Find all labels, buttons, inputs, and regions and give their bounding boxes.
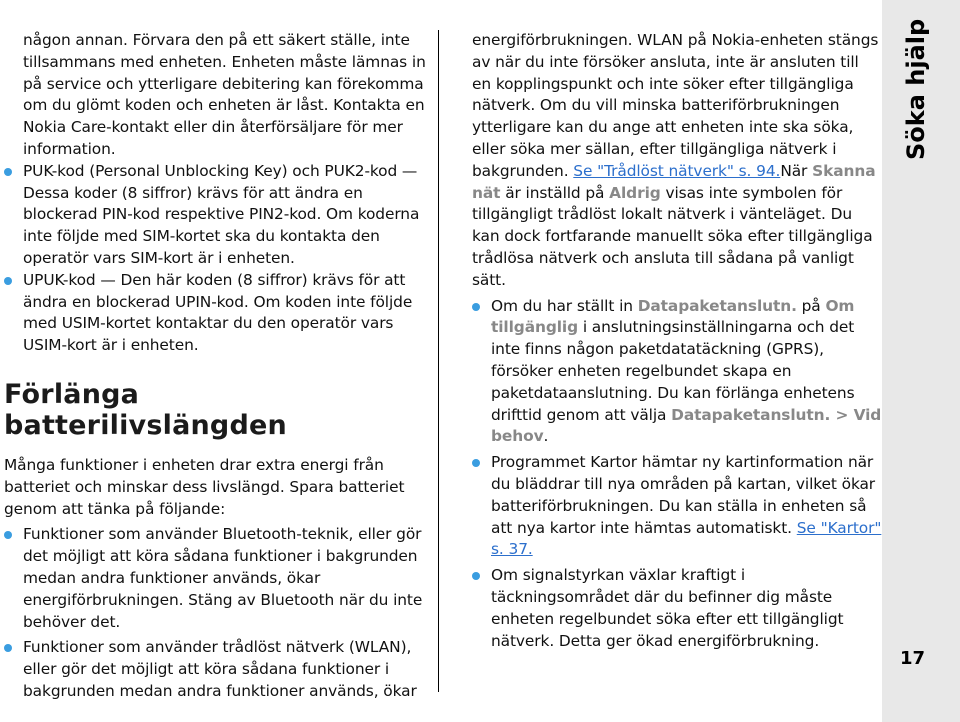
section-paragraph: Många funktioner i enheten drar extra energi från batteriet och minskar dess livslängd. Spara batteriet genom att tänka på följande: — [4, 455, 405, 518]
list-item-text: PUK-kod (Personal Unblocking Key) och PUK2-kod — Dessa koder (8 siffror) krävs för att ändra en blockerad PIN-kod respektive PIN2-kod. Om koderna inte följde med SIM-kortet ska du kontakta den operatör vars SIM-kort är i enheten. — [23, 161, 420, 267]
list-item — [4, 524, 428, 633]
section-heading: Förlänga batterilivslängden — [4, 378, 287, 441]
bullet-icon — [4, 277, 12, 285]
wlan-link[interactable]: Se "Trådlöst nätverk" s. 94. — [573, 161, 781, 180]
intro-paragraph: någon annan. Förvara den på ett säkert ställe, inte tillsammans med enheten. Enheten måste lämnas in på service och ytterligare debitering kan förekomma om du glömt koden och enheten är låst. Kontakta en Nokia Care-kontakt eller din återförsäljare för mer information. — [23, 31, 426, 158]
list-item: Programmet Kartor hämtar ny kartinformation när du bläddrar till nya områden på kartan, vilket ökar batteriförbrukningen. Du kan ställa in enheten så att nya kartor inte hämtas automatiskt. Se "Kartor" s. 37. — [472, 452, 882, 561]
bullet-icon — [4, 168, 12, 176]
maps-link[interactable]: Se "Kartor" s. 37. — [491, 518, 882, 559]
battery-tips-list — [4, 524, 428, 702]
bullet-icon — [472, 572, 480, 580]
ui-term: Om tillgänglig — [491, 296, 855, 337]
list-item — [4, 161, 428, 270]
page-number: 17 — [900, 648, 926, 669]
bullet-icon — [4, 531, 12, 539]
bullet-icon — [4, 644, 12, 652]
bullet-icon — [472, 459, 480, 467]
ui-term: Skanna nät — [472, 161, 876, 202]
ui-term: Datapaketanslutn. — [671, 405, 831, 424]
list-item-text: Funktioner som använder Bluetooth-teknik, eller gör det möjligt att köra sådana funktioner i bakgrunden medan andra funktioner används, ökar energiförbrukningen. Stäng av Bluetooth när du inte behöver det. — [23, 525, 423, 631]
list-item-text: UPUK-kod — Den här koden (8 siffror) krävs för att ändra en blockerad UPIN-kod. Om koden inte följde med USIM-kortet kontaktar du den operatör vars USIM-kort är i enheten. — [23, 270, 413, 355]
section-title: Söka hjälp — [902, 18, 930, 160]
ui-term: Vid behov — [491, 405, 882, 446]
left-column — [4, 30, 428, 703]
list-item-text: Funktioner som använder trådlöst nätverk (WLAN), eller gör det möjligt att köra sådana funktioner i bakgrunden medan andra funktioner används, ökar — [23, 638, 417, 700]
list-item: Om du har ställt in Datapaketanslutn. på Om tillgänglig i anslutningsinställningarna och det inte finns någon paketdatatäckning (GPRS), försöker enheten regelbundet skapa en paketdataanslutning. Du kan förlänga enhetens drifttid genom att välja Datapaketanslutn. > Vid behov. — [472, 296, 882, 449]
bullet-icon — [472, 303, 480, 311]
wlan-paragraph: energiförbrukningen. WLAN på Nokia-enheten stängs av när du inte försöker ansluta, inte är ansluten till en kopplingspunkt och inte söker efter tillgängliga nätverk. Om du vill minska batteriförbrukningen ytterligare kan du ange att enheten inte ska söka, eller söka mer sällan, efter tillgängliga nätverk i bakgrunden. Se "Trådlöst nätverk" s. 94.När Skanna nät är inställd på Aldrig visas inte symbolen för tillgängligt trådlöst lokalt nätverk i vänteläget. Du kan dock fortfarande manuellt söka efter tillgängliga trådlösa nätverk och ansluta till sådana på vanligt sätt. — [472, 31, 879, 289]
list-item: Om signalstyrkan växlar kraftigt i täckningsområdet där du befinner dig måste enheten regelbundet söka efter ett tillgängligt nätverk. Detta ger ökad energiförbrukning. — [472, 565, 882, 652]
column-divider — [438, 30, 439, 692]
list-item — [4, 270, 428, 357]
more-tips-list — [472, 296, 882, 653]
ui-term: Aldrig — [609, 183, 661, 202]
list-item — [4, 637, 428, 702]
right-column — [472, 30, 882, 652]
ui-term: Datapaketanslutn. — [637, 296, 797, 315]
codes-list — [4, 161, 428, 357]
